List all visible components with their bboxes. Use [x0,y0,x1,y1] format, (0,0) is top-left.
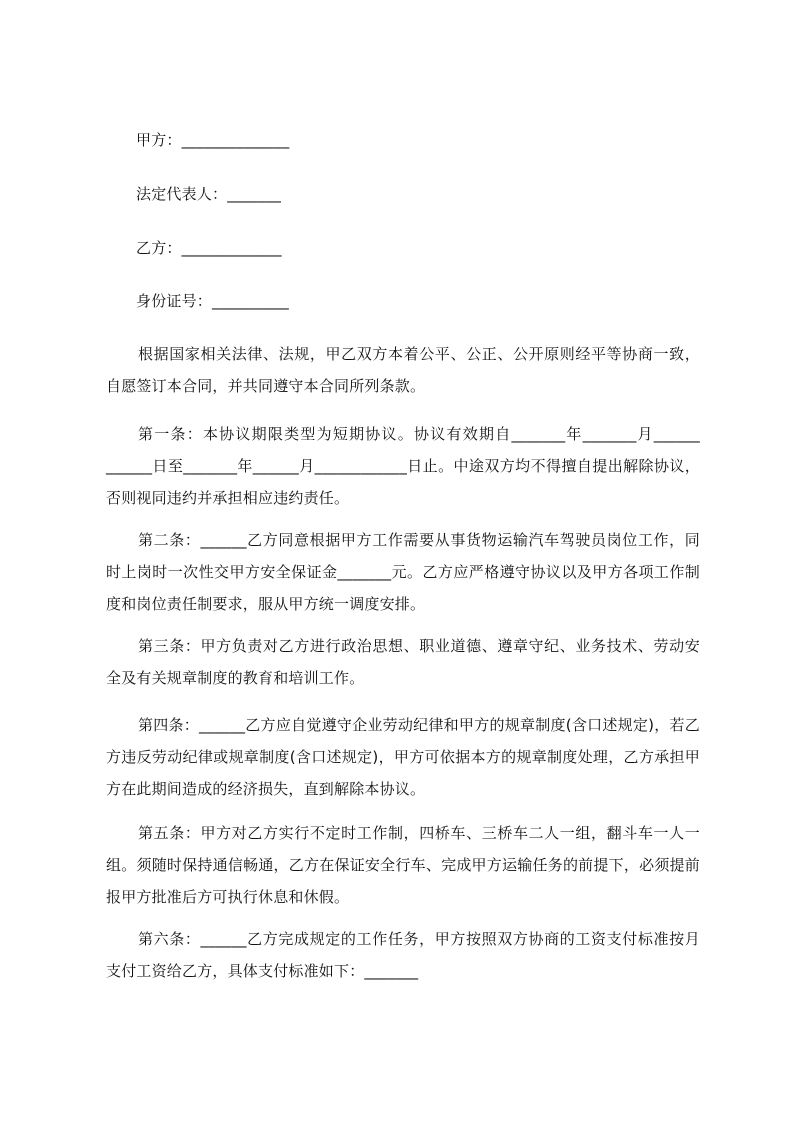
article-3: 第三条：甲方负责对乙方进行政治思想、职业道德、遵章守纪、业务技术、劳动安全及有关规章制度的教育和培训工作。 [106,637,700,687]
intro-paragraph: 根据国家相关法律、法规，甲乙双方本着公平、公正、公开原则经平等协商一致，自愿签订本合同，并共同遵守本合同所列条款。 [106,345,700,395]
legal-representative-line: 法定代表人：_______ [136,185,282,203]
article-5: 第五条：甲方对乙方实行不定时工作制，四桥车、三桥车二人一组，翻斗车一人一组。须随时保持通信畅通，乙方在保证安全行车、完成甲方运输任务的前提下，必须提前报甲方批准后方可执行休息和休假。 [106,824,700,906]
article-4: 第四条：______乙方应自觉遵守企业劳动纪律和甲方的规章制度(含口述规定)，若乙方违反劳动纪律或规章制度(含口述规定)，甲方可依据本方的规章制度处理，乙方承担甲方在此期间造成的经济损失，直到解除本协议。 [106,716,700,798]
article-2: 第二条：______乙方同意根据甲方工作需要从事货物运输汽车驾驶员岗位工作，同时上岗时一次性交甲方安全保证金_______元。乙方应严格遵守协议以及甲方各项工作制度和岗位责任制要求，服从甲方统一调度安排。 [106,531,700,613]
party-a-line: 甲方：______________ [136,131,290,149]
id-number-line: 身份证号：__________ [136,292,290,310]
article-1: 第一条：本协议期限类型为短期协议。协议有效期自_______年_______月______ ______日至_______年______月____________日止。中途双方均不得擅自提出解除协议，否则视同违约并承担相应违约责任。 [106,425,700,507]
party-b-line: 乙方：_____________ [136,239,282,257]
article-6: 第六条：______乙方完成规定的工作任务，甲方按照双方协商的工资支付标准按月支付工资给乙方，具体支付标准如下：_______ [106,930,700,980]
